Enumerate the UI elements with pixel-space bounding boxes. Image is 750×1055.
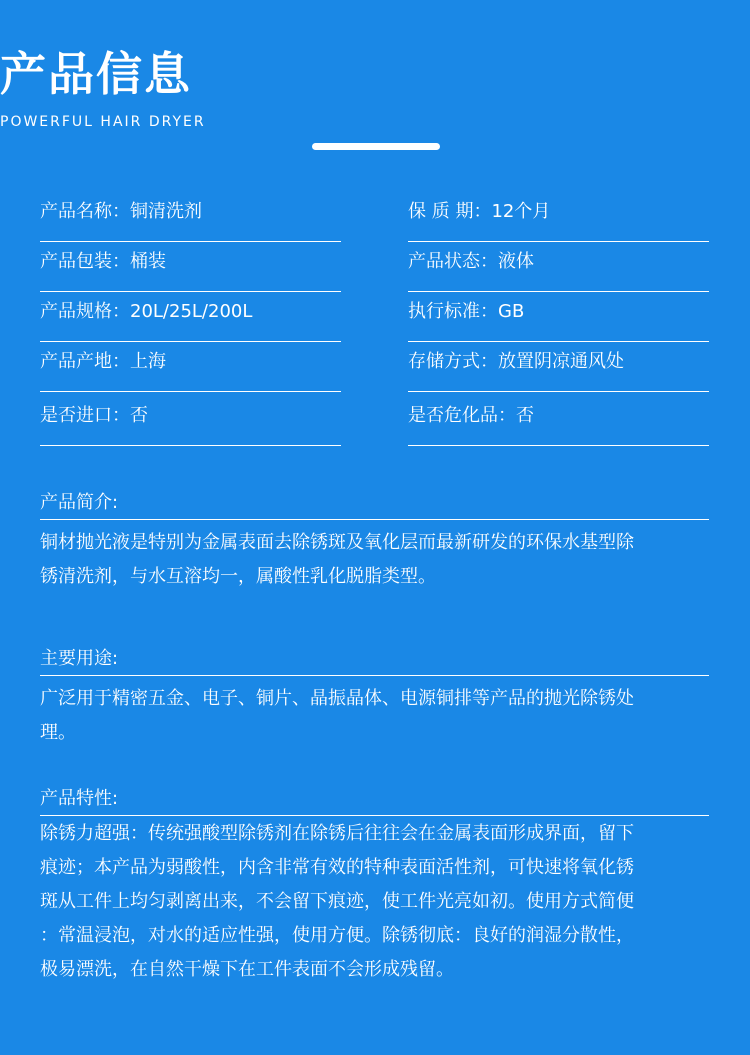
field-label: 产品名称： [40,201,130,222]
field-label: 产品包装： [40,251,130,272]
section-text-features [40,817,715,987]
field-value: 铜清洗剂 [130,201,202,222]
section-text-intro [40,526,715,594]
field-label: 产品状态： [408,251,498,272]
section-text-usage [40,682,715,750]
field-value: 20L/25L/200L [130,301,253,322]
field-standard [408,298,709,342]
paragraph-line: 理。 [40,722,76,743]
section-heading-intro: 产品简介: [40,490,709,520]
field-state [408,248,709,292]
paragraph-line: 极易漂洗，在自然干燥下在工件表面不会形成残留。 [40,959,454,980]
paragraph-line: ：常温浸泡，对水的适应性强，使用方便。除锈彻底：良好的润湿分散性， [40,925,634,946]
field-label: 执行标准： [408,301,498,322]
field-label: 存储方式： [408,351,498,372]
field-label: 产品规格： [40,301,130,322]
field-storage [408,348,709,392]
field-imported [40,402,341,446]
page-subtitle: POWERFUL HAIR DRYER [0,114,206,130]
field-origin [40,348,341,392]
field-value: 液体 [498,251,534,272]
page-title: 产品信息 [0,47,192,101]
field-value: 放置阴凉通风处 [498,351,624,372]
field-label: 是否危化品： [408,405,516,426]
title-underline-bar [312,143,440,150]
field-value: GB [498,301,525,322]
field-label: 保 质 期： [408,201,492,222]
paragraph-line: 锈清洗剂，与水互溶均一，属酸性乳化脱脂类型。 [40,566,436,587]
field-value: 桶装 [130,251,166,272]
field-specification [40,298,341,342]
section-heading-features: 产品特性: [40,786,709,816]
section-heading-usage: 主要用途: [40,646,709,676]
field-value: 上海 [130,351,166,372]
paragraph-line: 痕迹；本产品为弱酸性，内含非常有效的特种表面活性剂，可快速将氧化锈 [40,857,634,878]
field-hazardous [408,402,709,446]
field-product-name [40,198,341,242]
field-packaging [40,248,341,292]
paragraph-line: 除锈力超强：传统强酸型除锈剂在除锈后往往会在金属表面形成界面，留下 [40,823,634,844]
paragraph-line: 广泛用于精密五金、电子、铜片、晶振晶体、电源铜排等产品的抛光除锈处 [40,688,634,709]
field-value: 否 [516,405,534,426]
paragraph-line: 斑从工件上均匀剥离出来，不会留下痕迹，使工件光亮如初。使用方式简便 [40,891,634,912]
paragraph-line: 铜材抛光液是特别为金属表面去除锈斑及氧化层而最新研发的环保水基型除 [40,532,634,553]
field-value: 12个月 [491,201,551,222]
field-value: 否 [130,405,148,426]
field-shelf-life [408,198,709,242]
field-label: 是否进口： [40,405,130,426]
field-label: 产品产地： [40,351,130,372]
